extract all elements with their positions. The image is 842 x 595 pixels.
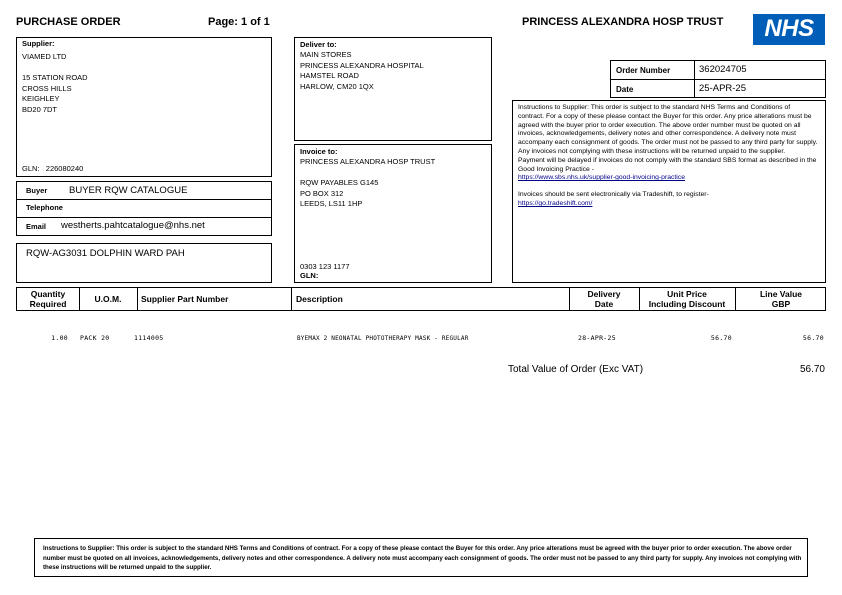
invoice-gln-label: GLN: [300,271,319,280]
supplier-line: 15 STATION ROAD [22,73,88,82]
invoice-line: PRINCESS ALEXANDRA HOSP TRUST [300,157,436,166]
page-value: 1 of 1 [241,16,270,28]
total-label: Total Value of Order (Exc VAT) [508,364,644,375]
divider [17,217,271,218]
header-uom-text: U.O.M. [94,294,122,304]
invoice-to-box [294,144,492,283]
table-header [16,287,826,311]
order-number-label: Order Number [616,66,671,75]
buyer-box [16,181,272,236]
header-part [141,288,291,310]
invoice-to-address [300,157,435,210]
supplier-address [22,52,88,115]
divider [17,199,271,200]
row-unit-price: 56.70 [710,334,732,342]
deliver-to-label: Deliver to: [300,40,337,49]
invoice-to-label: Invoice to: [300,147,338,156]
header-line-value-line1: Line Value [759,289,803,299]
row-description: BYEMAX 2 NEONATAL PHOTOTHERAPY MASK - REGULAR [297,335,469,342]
deliver-to-box [294,37,492,141]
ward-box [16,243,272,283]
deliver-line: HAMSTEL ROAD [300,71,359,80]
invoice-phone: 0303 123 1177 [300,262,350,271]
deliver-line: HARLOW, CM20 1QX [300,81,374,91]
order-date-label: Date [616,85,634,94]
buyer-value: BUYER RQW CATALOGUE [69,185,188,196]
supplier-line: CROSS HILLS [22,83,72,93]
instructions-text: Instructions to Supplier: This order is subject to the standard NHS Terms and Conditions of contract. For a copy of these please contact the Buyer for this order. Any price alterations must be agreed with the buyer prior to order execution. The above order number must be quoted on all invoices, acknowledgements, delivery notes and other correspondence. A delivery note must accompany each consignment of goods. The order must not be passed to any third party for supply. Any invoices not complying with these instructions will be returned unpaid to the supplier. [518,104,818,155]
gln-label: GLN: [22,164,40,173]
invoice-line: PO BOX 312 [300,188,344,198]
ward-text: RQW-AG3031 DOLPHIN WARD PAH [26,248,185,259]
instructions-box [512,100,826,283]
order-number-value: 362024705 [699,64,747,75]
header-delivery [569,288,639,310]
row-qty: 1.00 [51,334,68,342]
payment-text: Payment will be delayed if invoices do not comply with the standard SBS format as described in the Good Invoicing Practice - [518,156,817,173]
supplier-label: Supplier: [22,39,55,48]
footer-instructions: Instructions to Supplier: This order is subject to the standard NHS Terms and Conditions of contract. For a copy of these please contact the Buyer for this order. Any price alterations must be agreed with the buyer prior to order execution. The above order number must be quoted on all invoices, acknowledgements, delivery notes and other correspondence. A delivery note must accompany each consignment of goods. The order must not be passed to any third party for supply. Any invoices not complying with these instructions will be returned unpaid to the supplier. [43,545,802,571]
email-label: Email [26,222,47,231]
order-info-box [610,60,826,98]
email-value[interactable]: westherts.pahtcatalogue@nhs.net [61,220,205,231]
good-invoicing-link[interactable]: https://www.sbs.nhs.uk/supplier-good-invoicing-practice [518,174,685,182]
total-value: 56.70 [799,364,825,375]
invoice-line: RQW PAYABLES G145 [300,178,379,187]
row-part-number: 1114005 [134,334,164,342]
header-part-text: Supplier Part Number [141,294,229,304]
row-line-value: 56.70 [802,334,824,342]
header-unit-price [639,288,735,310]
divider [137,288,138,310]
supplier-line [22,63,88,74]
gln-value: 226080240 [45,164,84,173]
telephone-label: Telephone [26,203,63,212]
invoice-line: LEEDS, LS11 1HP [300,199,363,208]
row-delivery-date: 28-APR-25 [578,334,616,342]
header-desc-text: Description [296,294,343,304]
header-qty [17,288,79,310]
supplier-gln [22,164,83,175]
supplier-box [16,37,272,177]
tradeshift-link[interactable]: https://go.tradeshift.com/ [518,199,593,207]
invoice-line [300,168,435,179]
tradeshift-text: Invoices should be sent electronically via Tradeshift, to register- [518,191,709,199]
header-line-value-line2: GBP [771,299,791,309]
header-delivery-line2: Date [594,299,614,309]
header-qty-line2: Required [29,299,67,309]
header-unit-price-line1: Unit Price [667,289,707,299]
header-uom [79,288,137,310]
table-row [16,334,826,346]
divider [611,79,825,80]
trust-name: PRINCESS ALEXANDRA HOSP TRUST [522,16,724,28]
divider [694,61,695,97]
divider [291,288,292,310]
page-label: Page: [208,16,238,28]
header-qty-line1: Quantity [30,289,66,299]
deliver-to-address [300,50,424,92]
deliver-line: MAIN STORES [300,50,352,59]
footer-box [34,538,808,577]
header-delivery-line1: Delivery [587,289,621,299]
supplier-line: VIAMED LTD [22,52,67,61]
header-description [296,288,496,310]
deliver-line: PRINCESS ALEXANDRA HOSPITAL [300,60,424,70]
supplier-line: KEIGHLEY [22,94,60,103]
header-line-value [735,288,827,310]
supplier-line: BD20 7DT [22,104,58,114]
nhs-logo: NHS [753,14,825,45]
buyer-label: Buyer [26,186,48,195]
page-indicator [208,16,270,28]
instructions-content [518,104,818,209]
header-unit-price-line2: Including Discount [648,299,726,309]
order-date-value: 25-APR-25 [699,83,746,94]
row-uom: PACK 20 [80,334,110,342]
document-title: PURCHASE ORDER [16,16,121,28]
